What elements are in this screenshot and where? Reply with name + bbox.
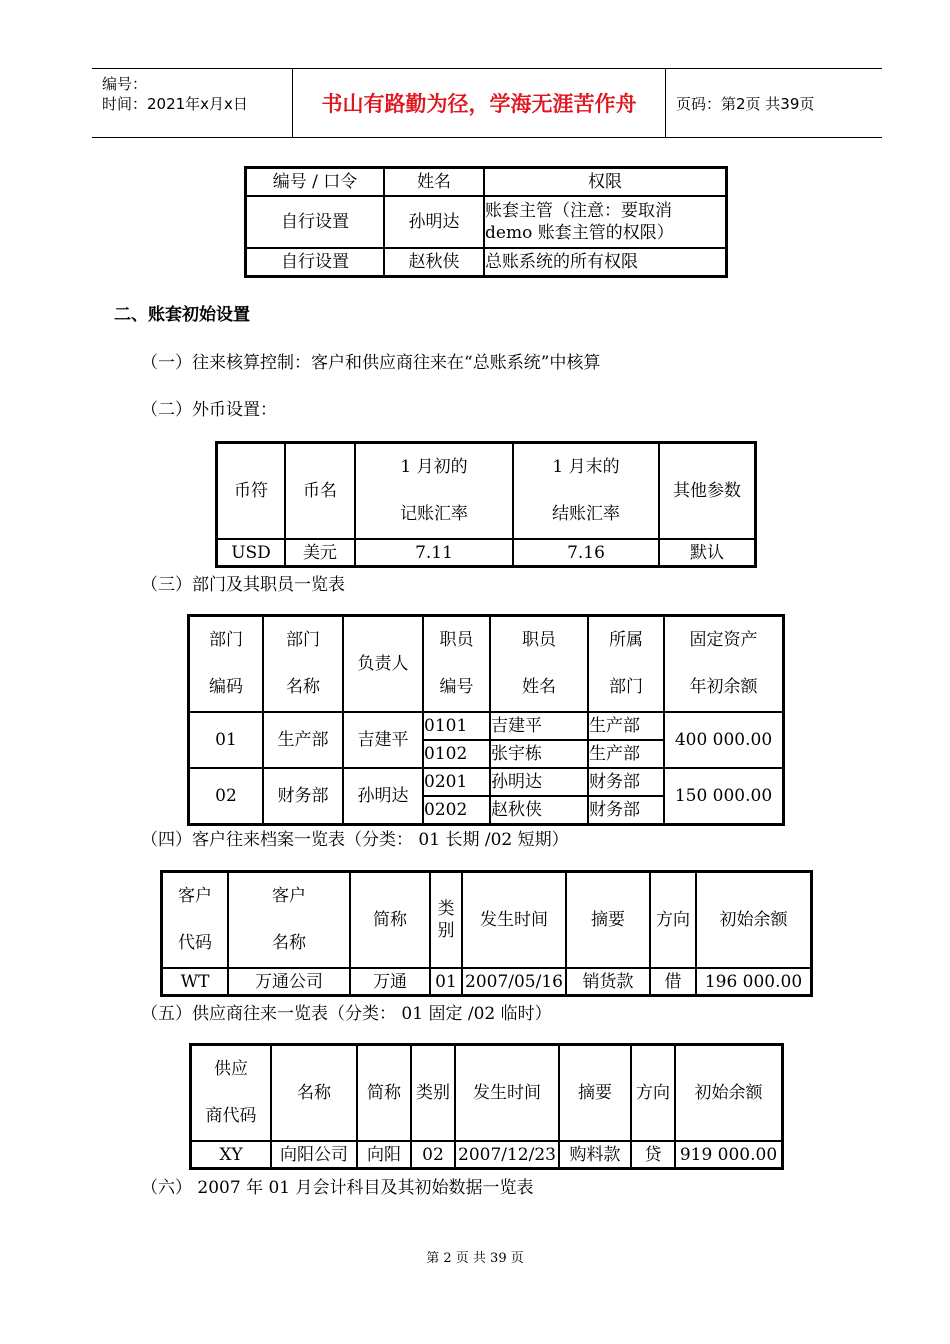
section-heading: 二、账套初始设置 xyxy=(114,305,250,325)
table-cell: 02 xyxy=(189,768,263,824)
header-line: 部门 xyxy=(286,630,320,650)
header-page-label: 页码：第2页 共39页 xyxy=(676,94,815,113)
table-header-cell: 名称 xyxy=(271,1045,357,1141)
table-cell: USD xyxy=(217,539,285,566)
table-cell: 02 xyxy=(411,1141,455,1168)
paragraph: （一）往来核算控制：客户和供应商往来在“总账系统”中核算 xyxy=(141,353,601,373)
table-cell: 生产部 xyxy=(588,712,664,740)
table-cell: 财务部 xyxy=(588,796,664,824)
header-meta xyxy=(92,69,293,137)
table-cell: 生产部 xyxy=(263,712,343,768)
table-cell: 196 000.00 xyxy=(696,968,811,995)
table-header-cell xyxy=(228,872,350,968)
header-line: 1 月初的 xyxy=(400,457,468,477)
table-row xyxy=(246,196,726,248)
department-table xyxy=(187,614,785,826)
table-header-row xyxy=(191,1045,782,1141)
paragraph: （五）供应商往来一览表（分类： 01 固定 /02 临时） xyxy=(141,1004,552,1024)
table-cell: 7.11 xyxy=(355,539,513,566)
table-header-cell: 币符 xyxy=(217,443,285,539)
permission-line: 账套主管（注意：要取消 xyxy=(485,201,672,221)
users-table xyxy=(244,166,728,278)
table-cell: 0102 xyxy=(423,740,490,768)
table-cell: 贷 xyxy=(631,1141,675,1168)
header-line: 固定资产 xyxy=(689,630,758,650)
table-header-cell: 初始余额 xyxy=(675,1045,782,1141)
header-line: 编号 xyxy=(439,677,474,697)
table-header-row xyxy=(189,616,783,712)
paragraph: （三）部门及其职员一览表 xyxy=(141,575,345,595)
table-header-cell: 摘要 xyxy=(566,872,650,968)
table-cell: 赵秋侠 xyxy=(384,248,484,276)
table-header-cell: 方向 xyxy=(650,872,696,968)
table-cell: 赵秋侠 xyxy=(490,796,588,824)
paragraph: （六） 2007 年 01 月会计科目及其初始数据一览表 xyxy=(141,1178,534,1198)
table-header-row xyxy=(217,443,755,539)
table-row xyxy=(191,1141,782,1168)
table-row xyxy=(162,968,811,995)
header-line: 部门 xyxy=(609,677,643,697)
table-cell: 自行设置 xyxy=(246,248,384,276)
header-line: 职员 xyxy=(522,630,556,650)
table-cell: 自行设置 xyxy=(246,196,384,248)
table-header-cell xyxy=(263,616,343,712)
table-cell: 向阳 xyxy=(357,1141,411,1168)
table-cell: 2007/05/16 xyxy=(462,968,566,995)
header-line: 部门 xyxy=(209,630,243,650)
table-header-cell: 其他参数 xyxy=(659,443,755,539)
header-line: 代码 xyxy=(178,933,212,953)
table-header-cell: 币名 xyxy=(285,443,355,539)
table-header-cell xyxy=(191,1045,271,1141)
table-header-cell: 简称 xyxy=(357,1045,411,1141)
table-header-cell: 编号 / 口令 xyxy=(246,168,384,196)
table-cell: XY xyxy=(191,1141,271,1168)
table-cell: 0202 xyxy=(423,796,490,824)
table-cell: 借 xyxy=(650,968,696,995)
table-header-cell: 发生时间 xyxy=(462,872,566,968)
table-cell: 张宇栋 xyxy=(490,740,588,768)
table-cell: 400 000.00 xyxy=(664,712,783,768)
table-cell: 默认 xyxy=(659,539,755,566)
table-row xyxy=(217,539,755,566)
table-cell xyxy=(484,196,726,248)
header-line: 结账汇率 xyxy=(552,504,620,524)
table-cell: 生产部 xyxy=(588,740,664,768)
header-line: 客户 xyxy=(272,886,306,906)
table-header-cell xyxy=(588,616,664,712)
table-cell: 7.16 xyxy=(513,539,659,566)
table-cell: 美元 xyxy=(285,539,355,566)
table-header-cell xyxy=(189,616,263,712)
customer-table xyxy=(160,870,813,997)
paragraph: （四）客户往来档案一览表（分类： 01 长期 /02 短期） xyxy=(141,830,569,850)
header-line: 供应 xyxy=(214,1059,248,1079)
table-header-cell xyxy=(430,872,462,968)
table-header-cell: 摘要 xyxy=(559,1045,631,1141)
header-line: 编码 xyxy=(209,677,243,697)
table-cell: 2007/12/23 xyxy=(455,1141,559,1168)
table-cell: 财务部 xyxy=(588,768,664,796)
table-cell: 孙明达 xyxy=(343,768,423,824)
table-row xyxy=(246,248,726,276)
permission-line: demo 账套主管的权限） xyxy=(485,223,674,243)
supplier-table xyxy=(189,1043,784,1170)
table-cell: 孙明达 xyxy=(384,196,484,248)
table-header-cell xyxy=(355,443,513,539)
table-header-cell: 权限 xyxy=(484,168,726,196)
header-line: 别 xyxy=(437,921,455,941)
table-cell: 吉建平 xyxy=(490,712,588,740)
header-line: 职员 xyxy=(439,630,474,650)
table-header-cell: 简称 xyxy=(350,872,430,968)
header-line: 姓名 xyxy=(522,677,556,697)
header-line: 记账汇率 xyxy=(400,504,468,524)
table-cell: 向阳公司 xyxy=(271,1141,357,1168)
table-cell: 0201 xyxy=(423,768,490,796)
header-line: 名称 xyxy=(272,933,306,953)
table-header-cell xyxy=(513,443,659,539)
table-header-cell xyxy=(664,616,783,712)
table-header-cell xyxy=(423,616,490,712)
table-header-cell: 类别 xyxy=(411,1045,455,1141)
header-line: 年初余额 xyxy=(689,677,758,697)
table-header-cell: 初始余额 xyxy=(696,872,811,968)
table-row xyxy=(189,768,783,796)
header-line: 类 xyxy=(437,899,455,919)
table-cell: 吉建平 xyxy=(343,712,423,768)
header-line: 商代码 xyxy=(205,1106,257,1126)
table-cell: 01 xyxy=(189,712,263,768)
header-motto: 书山有路勤为径，学海无涯苦作舟 xyxy=(293,69,666,137)
page-header xyxy=(92,68,882,138)
table-cell: 孙明达 xyxy=(490,768,588,796)
table-header-row xyxy=(246,168,726,196)
currency-table xyxy=(215,441,757,568)
page-footer: 第 2 页 共 39 页 xyxy=(426,1251,524,1266)
table-header-cell: 负责人 xyxy=(343,616,423,712)
table-cell: 销货款 xyxy=(566,968,650,995)
table-header-cell: 方向 xyxy=(631,1045,675,1141)
table-header-row xyxy=(162,872,811,968)
header-line: 1 月末的 xyxy=(552,457,620,477)
table-cell: 财务部 xyxy=(263,768,343,824)
table-header-cell: 姓名 xyxy=(384,168,484,196)
table-header-cell xyxy=(490,616,588,712)
table-cell: 购料款 xyxy=(559,1141,631,1168)
table-cell: 01 xyxy=(430,968,462,995)
table-header-cell xyxy=(162,872,228,968)
header-line: 客户 xyxy=(178,886,212,906)
table-cell: 919 000.00 xyxy=(675,1141,782,1168)
table-row xyxy=(189,712,783,740)
time-label: 时间：2021年x月x日 xyxy=(102,95,248,113)
paragraph: （二）外币设置： xyxy=(141,400,277,420)
table-cell: 总账系统的所有权限 xyxy=(484,248,726,276)
header-line: 所属 xyxy=(609,630,643,650)
table-header-cell: 发生时间 xyxy=(455,1045,559,1141)
table-cell: 万通公司 xyxy=(228,968,350,995)
table-cell: 0101 xyxy=(423,712,490,740)
table-cell: 150 000.00 xyxy=(664,768,783,824)
table-cell: 万通 xyxy=(350,968,430,995)
table-cell: WT xyxy=(162,968,228,995)
header-line: 名称 xyxy=(286,677,320,697)
number-label: 编号： xyxy=(102,75,148,93)
